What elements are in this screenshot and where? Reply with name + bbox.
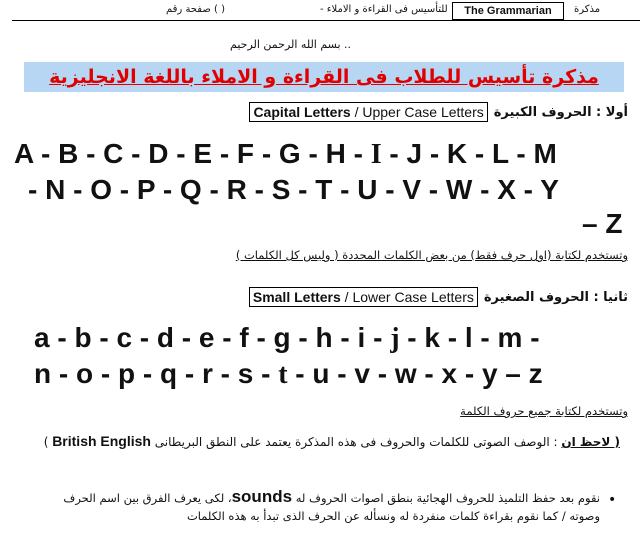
title-banner [24,62,624,92]
capital-letters-line-2: - N - O - P - Q - R - S - T - U - V - W - X - Y [28,174,559,205]
bullet-text-a: نقوم بعد حفظ التلميذ للحروف الهجائية بنطق اصوات الحروف له [292,491,600,505]
capital-line1-part-b: - J - K - L - M [381,138,557,169]
capital-usage-note: وتستخدم لكتابة (اول حرف فقط) من بعض الكلمات المحددة ( وليس كل الكلمات ) [235,248,628,262]
small-letters-box [249,287,478,307]
bullet-icon: • [608,492,617,508]
capital-letters-line-3: – Z [582,208,623,239]
small-section-header [249,286,628,308]
small-line1-serif-letter: j [390,323,400,354]
capital-box-bold: Capital Letters [253,104,351,120]
small-usage-note: وتستخدم لكتابة جميع حروف الكلمة [460,404,628,418]
small-box-rest: / Lower Case Letters [340,289,474,305]
header-rule [12,20,640,21]
capital-line1-part-a: A - B - C - D - E - F - G - H - [14,138,371,169]
small-line1-part-b: - k - l - m - [399,322,540,353]
sounds-bullet-text [40,488,600,525]
capital-section-title: أولا : الحروف الكبيرة [493,104,628,120]
pronunciation-remark [20,430,620,453]
bullet-text-b: ، لكى يعرف الفرق بين اسم الحرف وصوته / كما نقوم بقراءة كلمات منفردة له ونسأله عن الحرف الذى تبدأ به هذه الكلمات [63,491,600,523]
small-letters-line-1 [34,322,540,355]
small-line2-part-a: n - o - p - q - r - s - [34,358,279,389]
remark-text: : الوصف الصوتى للكلمات والحروف فى هذه المذكرة يعتمد على النطق البريطانى [150,435,562,449]
capital-letters-line-1 [14,138,557,171]
header-note: - للتأسيس فى القراءة و الاملاء [320,4,448,15]
capital-section-header [249,101,628,123]
remark-english: British English [52,433,151,449]
capital-line1-serif-letter: I [370,139,382,170]
capital-letters-box [249,102,487,122]
header-memo-label: مذكرة [574,4,601,15]
small-section-title: ثانيا : الحروف الصغيرة [483,289,628,305]
capital-box-rest: / Upper Case Letters [350,104,484,120]
remark-label: ( لاحظ ان [561,435,620,449]
small-letters-line-2 [34,358,543,391]
bullet-english: sounds [231,487,293,506]
small-line1-part-a: a - b - c - d - e - f - g - h - i - [34,322,391,353]
header-title-box: The Grammarian [452,2,564,20]
bismillah: بسم الله الرحمن الرحيم .. [230,38,352,51]
page-number-label: صفحة رقم ( ) [166,4,225,15]
remark-close: ) [43,435,53,449]
small-box-bold: Small Letters [252,289,341,305]
small-line2-serif-letter: t [278,359,288,390]
banner-title: مذكرة تأسيس للطلاب فى القراءة و الاملاء باللغة الانجليزية [49,66,599,88]
page-header [0,0,640,22]
small-line2-part-b: - u - v - w - x - y – z [287,358,543,389]
